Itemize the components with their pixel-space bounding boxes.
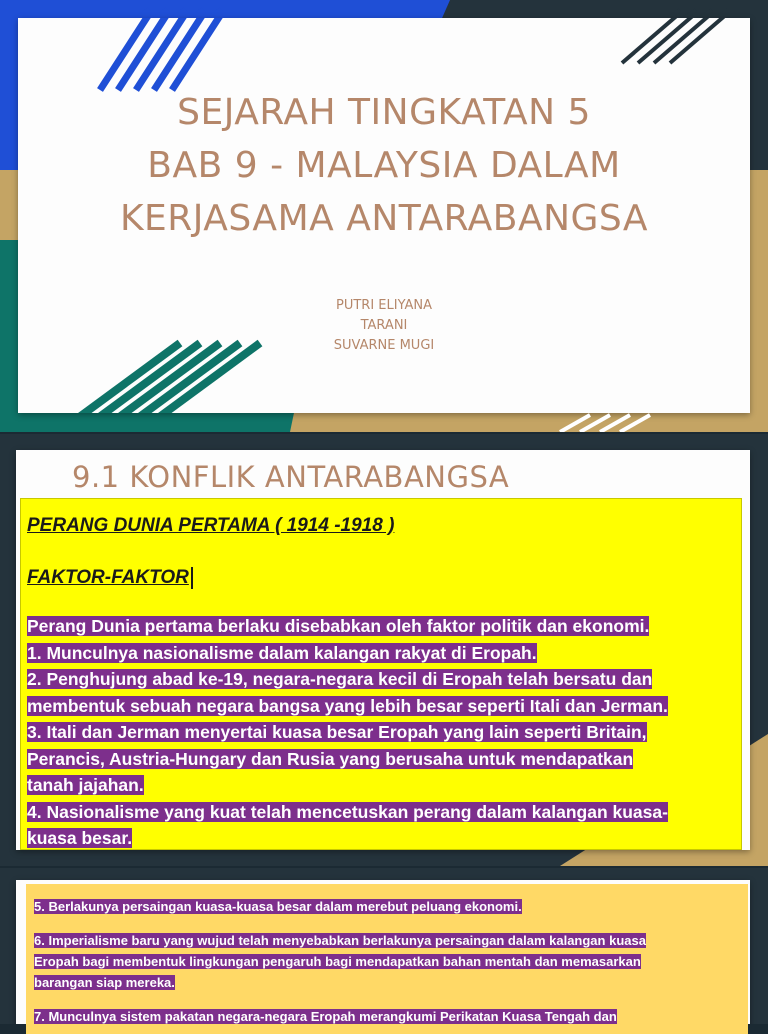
slide-title-line: BAB 9 - MALAYSIA DALAM [147, 145, 621, 186]
highlighted-text-box [20, 498, 742, 850]
paragraph-line: kuasa besar. [27, 828, 133, 848]
paragraph-line: Eropah bagi membentuk lingkungan pengaruh bagi mendapatkan bahan mentah dan memasarkan [34, 954, 641, 969]
author-name: PUTRI ELIYANA [335, 298, 433, 313]
slide-title-line: KERJASAMA ANTARABANGSA [119, 198, 649, 239]
paragraph-line: 2. Penghujung abad ke-19, negara-negara kecil di Eropah telah bersatu dan [27, 669, 653, 689]
paragraph-line: 4. Nasionalisme yang kuat telah mencetuskan perang dalam kalangan kuasa- [27, 801, 668, 822]
factors-heading: FAKTOR-FAKTOR [27, 567, 193, 589]
author-name: TARANI [360, 318, 408, 333]
author-list [0, 296, 768, 356]
paragraph-line: 6. Imperialisme baru yang wujud telah menyebabkan berlakunya persaingan dalam kalangan kuasa [34, 933, 646, 948]
highlighted-text-box [26, 884, 748, 1034]
paragraph-line: barangan siap mereka. [34, 975, 175, 990]
paragraph-line: tanah jajahan. [27, 775, 144, 795]
section-title: 9.1 KONFLIK ANTARABANGSA [72, 460, 510, 494]
paragraph-line: 3. Itali dan Jerman menyertai kuasa besar Eropah yang lain seperti Britain, [27, 722, 647, 742]
war-heading: PERANG DUNIA PERTAMA ( 1914 -1918 ) [27, 515, 395, 536]
slide-title-line: SEJARAH TINGKATAN 5 [177, 92, 591, 133]
paragraph-line: 1. Munculnya nasionalisme dalam kalangan rakyat di Eropah. [27, 642, 537, 663]
author-name: SUVARNE MUGI [333, 338, 435, 353]
slide-title [0, 86, 768, 245]
paragraph-line: Perang Dunia pertama berlaku disebabkan oleh faktor politik dan ekonomi. [27, 616, 650, 636]
factors-paragraph [27, 613, 735, 852]
title-slide [0, 0, 768, 432]
paragraph-line: 5. Berlakunya persaingan kuasa-kuasa besar dalam merebut peluang ekonomi. [34, 899, 522, 914]
paragraph-line: 7. Munculnya sistem pakatan negara-negara Eropah merangkumi Perikatan Kuasa Tengah dan [34, 1009, 617, 1024]
paragraph-line: Perancis, Austria-Hungary dan Rusia yang berusaha untuk mendapatkan [27, 748, 634, 769]
factors-continued [34, 896, 740, 1027]
paragraph-line: membentuk sebuah negara bangsa yang lebih besar seperti Itali dan Jerman. [27, 695, 668, 716]
